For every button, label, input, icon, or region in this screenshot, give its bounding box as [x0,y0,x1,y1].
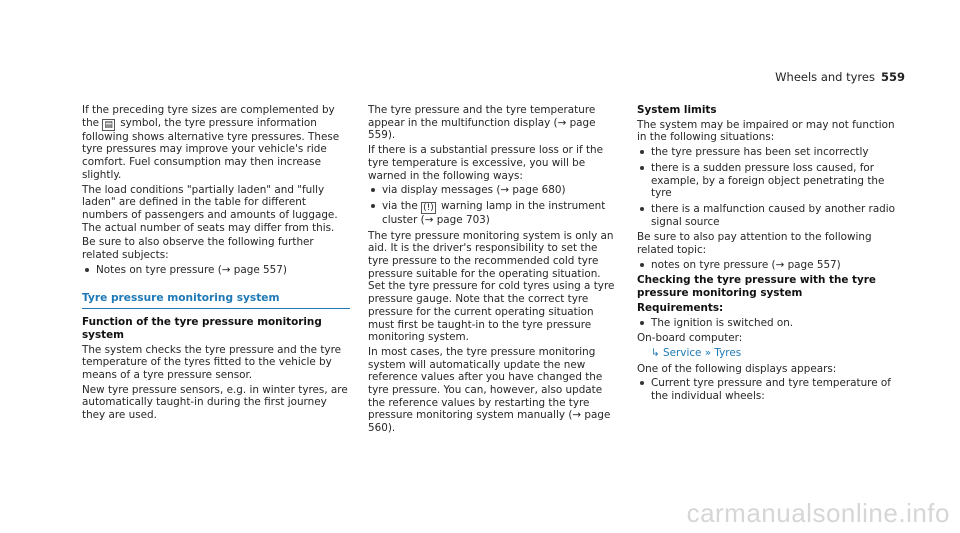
list-text: there is a malfunction caused by another radio signal source [651,202,896,228]
subsection-heading: Function of the tyre pressure monitoring system [82,316,322,341]
paragraph-text: symbol, the tyre pressure information following shows alternative tyre pressures. These tyre pressures may improve your vehicle's ride comfort. Fuel consumption may then increase slightly. [82,116,340,181]
bullet-list [637,317,897,330]
bullet-icon [640,150,644,154]
page-header [775,70,905,84]
page-number: 559 [880,70,905,84]
list-text: there is a sudden pressure loss caused, for example, by a foreign object penetrating the tyre [651,161,885,200]
list-item [637,317,897,330]
bullet-icon [640,207,644,211]
cross-reference-link[interactable]: warning lamp in the instrument cluster (→ page 703) [382,199,606,226]
list-item [637,203,897,228]
paragraph: New tyre pressure sensors, e.g. in winter tyres, are automatically taught-in during the first journey they are used. [82,383,348,422]
paragraph: The system may be impaired or may not function in the following situations: [637,118,895,144]
bullet-list [368,184,620,226]
paragraph: On-board computer: [637,332,743,345]
paragraph: If there is a substantial pressure loss or if the tyre temperature is excessive, you will be warned in the following ways: [368,144,604,182]
bullet-icon [371,188,375,192]
menu-path-tyres: Tyres [714,346,742,359]
tyre-pressure-info-icon: ▤ [104,119,113,130]
bullet-icon [85,268,89,272]
column-left [82,104,350,424]
subsection-heading: System limits [637,104,717,116]
watermark: carmanualsonline.info [686,498,950,528]
list-item [637,162,897,200]
paragraph: The tyre pressure and the tyre temperature appear in the multifunction display (→ page 559). [368,104,596,142]
return-arrow-icon: ↳ [651,346,660,359]
double-chevron-icon: » [704,346,712,359]
requirements-heading: Requirements: [637,301,724,314]
list-text: The ignition is switched on. [651,316,794,329]
column-right [637,104,897,406]
bullet-icon [371,204,375,208]
section-heading: Tyre pressure monitoring system [82,292,350,309]
cross-reference-link[interactable]: via display messages (→ page 680) [382,184,566,197]
list-text: via the [382,199,418,212]
list-item [637,377,897,402]
paragraph: One of the following displays appears: [637,362,837,375]
paragraph: The load conditions "partially laden" and "fully laden" are defined in the table for different numbers of passengers and amounts of luggage. The actual number of seats may differ from this. [82,183,338,234]
bullet-list [82,264,350,277]
list-item [82,264,350,277]
bullet-list [637,377,897,402]
list-text: Current tyre pressure and tyre temperature of the individual wheels: [651,377,891,403]
bullet-icon [640,321,644,325]
list-item [368,184,620,197]
list-text: the tyre pressure has been set incorrectly [651,146,869,159]
paragraph: The tyre pressure monitoring system is only an aid. It is the driver's responsibility to set the tyre pressure to the recommended cold tyre pressure suitable for the operating situation. Set the tyre pressure for cold tyres using a tyre pressure gauge. Note that the correct tyre pressure for the current operating situation must first be taught-in to the tyre pressure monitoring system. [368,229,615,344]
tyre-warning-lamp-icon: (!) [423,202,434,213]
paragraph [82,104,350,182]
column-middle [368,104,620,437]
bullet-icon [640,381,644,385]
bullet-list [637,259,897,272]
subsection-heading: Checking the tyre pressure with the tyre pressure monitoring system [637,274,876,300]
menu-path-service: Service [663,346,702,359]
paragraph: Be sure to also observe the following further related subjects: [82,236,314,262]
paragraph: Be sure to also pay attention to the following related topic: [637,231,872,257]
paragraph: The system checks the tyre pressure and the tyre temperature of the tyres fitted to the vehicle by means of a tyre pressure sensor. [82,343,341,381]
cross-reference-link[interactable]: notes on tyre pressure (→ page 557) [651,258,841,271]
paragraph: In most cases, the tyre pressure monitoring system will automatically update the new reference values after you have changed the tyre pressure. You can, however, also update the reference values by restarting the tyre pressure monitoring system manually (→ page 560). [368,345,611,435]
section-title: Wheels and tyres [775,70,875,84]
paragraph-text: If the preceding tyre sizes are complemented by the [82,104,335,129]
bullet-icon [640,166,644,170]
cross-reference-link[interactable]: Notes on tyre pressure (→ page 557) [96,263,287,276]
list-item [637,259,897,272]
menu-path [637,347,897,360]
list-item [368,200,620,227]
bullet-icon [640,263,644,267]
list-item [637,146,897,159]
bullet-list [637,146,897,228]
